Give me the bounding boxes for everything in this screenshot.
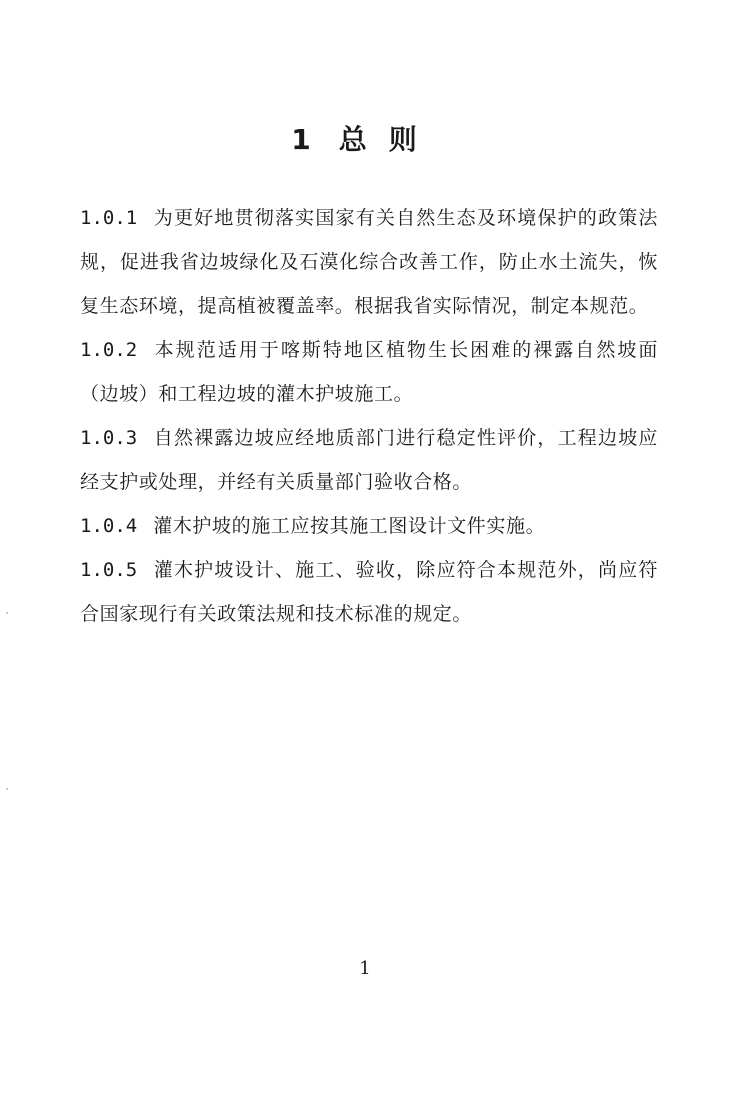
chapter-number: 1: [291, 123, 313, 156]
scan-speck: [6, 788, 8, 790]
clause-1-0-5: [80, 548, 658, 636]
clause-1-0-2: [80, 328, 658, 416]
clause-number: 1.0.1: [80, 207, 138, 229]
clause-number: 1.0.5: [80, 559, 138, 581]
chapter-heading: 总则: [338, 123, 439, 156]
clause-number: 1.0.2: [80, 339, 138, 361]
clause-text: 为更好地贯彻落实国家有关自然生态及环境保护的政策法规，促进我省边坡绿化及石漠化综合改善工作，防止水土流失，恢复生态环境，提高植被覆盖率。根据我省实际情况，制定本规范。: [80, 207, 658, 317]
chapter-title: [0, 118, 730, 158]
page-number: 1: [359, 958, 371, 979]
clause-text: 灌木护坡的施工应按其施工图设计文件实施。: [153, 515, 546, 537]
clause-list: [80, 196, 658, 636]
clause-text: 灌木护坡设计、施工、验收，除应符合本规范外，尚应符合国家现行有关政策法规和技术标准的规定。: [80, 559, 658, 625]
clause-1-0-3: [80, 416, 658, 504]
clause-text: 本规范适用于喀斯特地区植物生长困难的裸露自然坡面（边坡）和工程边坡的灌木护坡施工。: [80, 339, 658, 405]
clause-1-0-1: [80, 196, 658, 328]
clause-text: 自然裸露边坡应经地质部门进行稳定性评价，工程边坡应经支护或处理，并经有关质量部门验收合格。: [80, 427, 658, 493]
clause-number: 1.0.4: [80, 515, 138, 537]
clause-1-0-4: [80, 504, 658, 548]
scan-speck: [6, 612, 8, 614]
clause-number: 1.0.3: [80, 427, 138, 449]
